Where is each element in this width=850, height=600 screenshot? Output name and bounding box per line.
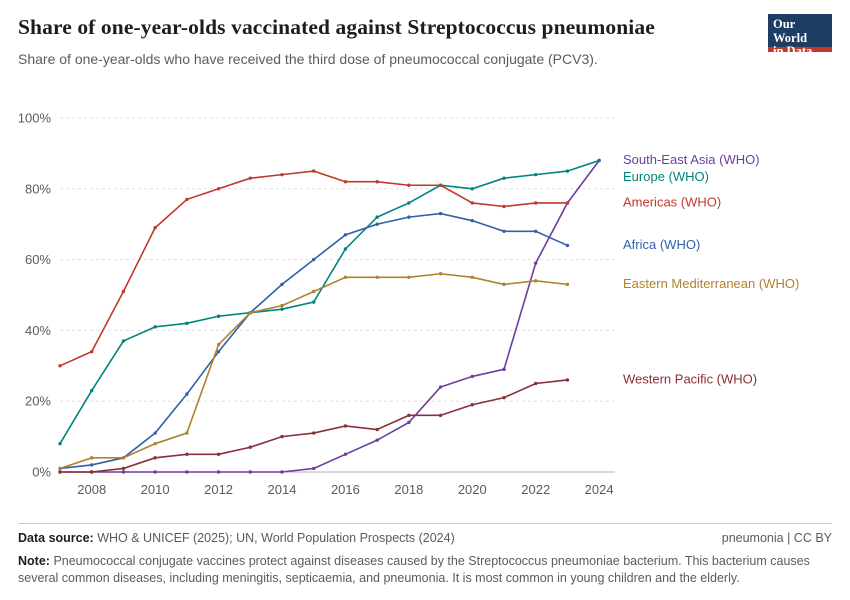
series-point: [280, 173, 283, 176]
data-source-text: WHO & UNICEF (2025); UN, World Population Prospects (2024): [97, 531, 455, 545]
series-point: [439, 385, 442, 388]
chart-subtitle: Share of one-year-olds who have received the third dose of pneumococcal conjugate (PCV3).: [18, 51, 598, 68]
data-source-label: Data source:: [18, 531, 94, 545]
series-point: [185, 322, 188, 325]
logo-line-2: in Data: [773, 44, 813, 58]
series-point: [407, 421, 410, 424]
series-point: [534, 230, 537, 233]
series-point: [280, 435, 283, 438]
series-point: [344, 247, 347, 250]
series-point: [375, 438, 378, 441]
page-title: Share of one-year-olds vaccinated against Streptococcus pneumoniae: [18, 15, 655, 39]
chart-plot-area: [0, 104, 850, 514]
line-chart: [0, 104, 850, 514]
series-point: [407, 276, 410, 279]
y-axis-tick-label: 20%: [24, 393, 51, 409]
series-point: [344, 276, 347, 279]
series-point: [153, 470, 156, 473]
y-axis-tick-label: 100%: [17, 110, 51, 126]
series-point: [566, 244, 569, 247]
series-point: [566, 283, 569, 286]
series-point: [185, 470, 188, 473]
x-axis-tick-label: 2012: [204, 482, 234, 497]
series-point: [502, 396, 505, 399]
series-point: [153, 325, 156, 328]
series-point: [217, 315, 220, 318]
series-point: [312, 300, 315, 303]
series-point: [375, 276, 378, 279]
series-point: [90, 456, 93, 459]
owid-logo[interactable]: [768, 14, 832, 58]
series-point: [502, 205, 505, 208]
series-line[interactable]: [60, 160, 599, 472]
series-point: [566, 378, 569, 381]
y-axis-tick-label: 60%: [24, 252, 51, 268]
series-point: [280, 304, 283, 307]
x-axis-tick-label: 2014: [267, 482, 297, 497]
x-axis-tick-label: 2010: [140, 482, 170, 497]
series-point: [58, 364, 61, 367]
series-label[interactable]: Europe (WHO): [623, 168, 709, 184]
series-line[interactable]: [60, 214, 567, 469]
series-point: [90, 470, 93, 473]
footer-license[interactable]: pneumonia | CC BY: [721, 531, 832, 545]
series-point: [153, 431, 156, 434]
series-point: [471, 187, 474, 190]
series-label[interactable]: Western Pacific (WHO): [623, 371, 758, 387]
logo-line-1: Our World: [773, 17, 808, 45]
y-axis-tick-label: 40%: [24, 322, 51, 338]
chart-note: [18, 553, 832, 588]
x-axis-tick-label: 2024: [584, 482, 614, 497]
series-point: [407, 201, 410, 204]
series-point: [407, 215, 410, 218]
series-point: [534, 201, 537, 204]
series-point: [344, 180, 347, 183]
series-point: [439, 414, 442, 417]
series-point: [58, 470, 61, 473]
series-point: [122, 456, 125, 459]
series-point: [534, 173, 537, 176]
series-point: [566, 201, 569, 204]
series-point: [471, 201, 474, 204]
series-point: [312, 431, 315, 434]
series-point: [471, 219, 474, 222]
series-point: [502, 283, 505, 286]
series-label[interactable]: Americas (WHO): [623, 194, 722, 210]
series-point: [312, 467, 315, 470]
series-point: [122, 290, 125, 293]
series-point: [217, 470, 220, 473]
series-point: [566, 169, 569, 172]
series-point: [280, 307, 283, 310]
series-label[interactable]: Eastern Mediterranean (WHO): [623, 275, 800, 291]
series-point: [375, 428, 378, 431]
x-axis-tick-label: 2018: [394, 482, 424, 497]
y-axis-tick-label: 80%: [24, 181, 51, 197]
series-point: [122, 467, 125, 470]
x-axis-tick-label: 2016: [330, 482, 360, 497]
series-point: [153, 226, 156, 229]
series-point: [58, 467, 61, 470]
chart-header: [18, 14, 758, 68]
series-point: [312, 290, 315, 293]
series-point: [471, 403, 474, 406]
series-point: [217, 453, 220, 456]
data-source: [18, 531, 455, 545]
series-point: [217, 187, 220, 190]
chart-footer: [18, 523, 832, 588]
x-axis-tick-label: 2022: [521, 482, 551, 497]
series-point: [249, 176, 252, 179]
series-point: [344, 424, 347, 427]
series-point: [249, 311, 252, 314]
series-point: [249, 446, 252, 449]
series-line[interactable]: [60, 171, 567, 366]
series-point: [122, 470, 125, 473]
series-point: [439, 272, 442, 275]
series-point: [407, 414, 410, 417]
series-point: [153, 456, 156, 459]
series-point: [375, 180, 378, 183]
series-point: [344, 233, 347, 236]
series-point: [249, 470, 252, 473]
series-point: [58, 442, 61, 445]
series-point: [375, 215, 378, 218]
series-point: [597, 159, 600, 162]
series-point: [439, 184, 442, 187]
chart-note-label: Note:: [18, 554, 50, 568]
series-point: [502, 176, 505, 179]
series-point: [280, 470, 283, 473]
series-point: [122, 339, 125, 342]
series-point: [153, 442, 156, 445]
series-point: [534, 279, 537, 282]
series-point: [502, 368, 505, 371]
series-line[interactable]: [60, 380, 567, 472]
series-point: [280, 283, 283, 286]
series-point: [439, 212, 442, 215]
series-point: [90, 463, 93, 466]
series-point: [185, 453, 188, 456]
series-point: [312, 258, 315, 261]
series-point: [185, 431, 188, 434]
series-point: [217, 350, 220, 353]
series-point: [217, 343, 220, 346]
series-label[interactable]: South-East Asia (WHO): [623, 151, 760, 167]
series-point: [90, 389, 93, 392]
series-point: [185, 198, 188, 201]
chart-note-text: Pneumococcal conjugate vaccines protect against diseases caused by the Streptococcus pneumoniae bacterium. This bacterium causes several common diseases, including meningitis, septicaemia, and pneumonia. It is most common in young children and the elderly.: [18, 554, 810, 586]
series-point: [502, 230, 505, 233]
series-point: [534, 382, 537, 385]
series-point: [407, 184, 410, 187]
series-point: [534, 261, 537, 264]
series-point: [90, 350, 93, 353]
series-label[interactable]: Africa (WHO): [623, 236, 701, 252]
series-point: [344, 453, 347, 456]
series-point: [312, 169, 315, 172]
series-point: [375, 223, 378, 226]
series-point: [471, 375, 474, 378]
series-point: [471, 276, 474, 279]
y-axis-tick-label: 0%: [32, 464, 51, 480]
x-axis-tick-label: 2020: [457, 482, 487, 497]
series-point: [185, 392, 188, 395]
x-axis-tick-label: 2008: [77, 482, 107, 497]
